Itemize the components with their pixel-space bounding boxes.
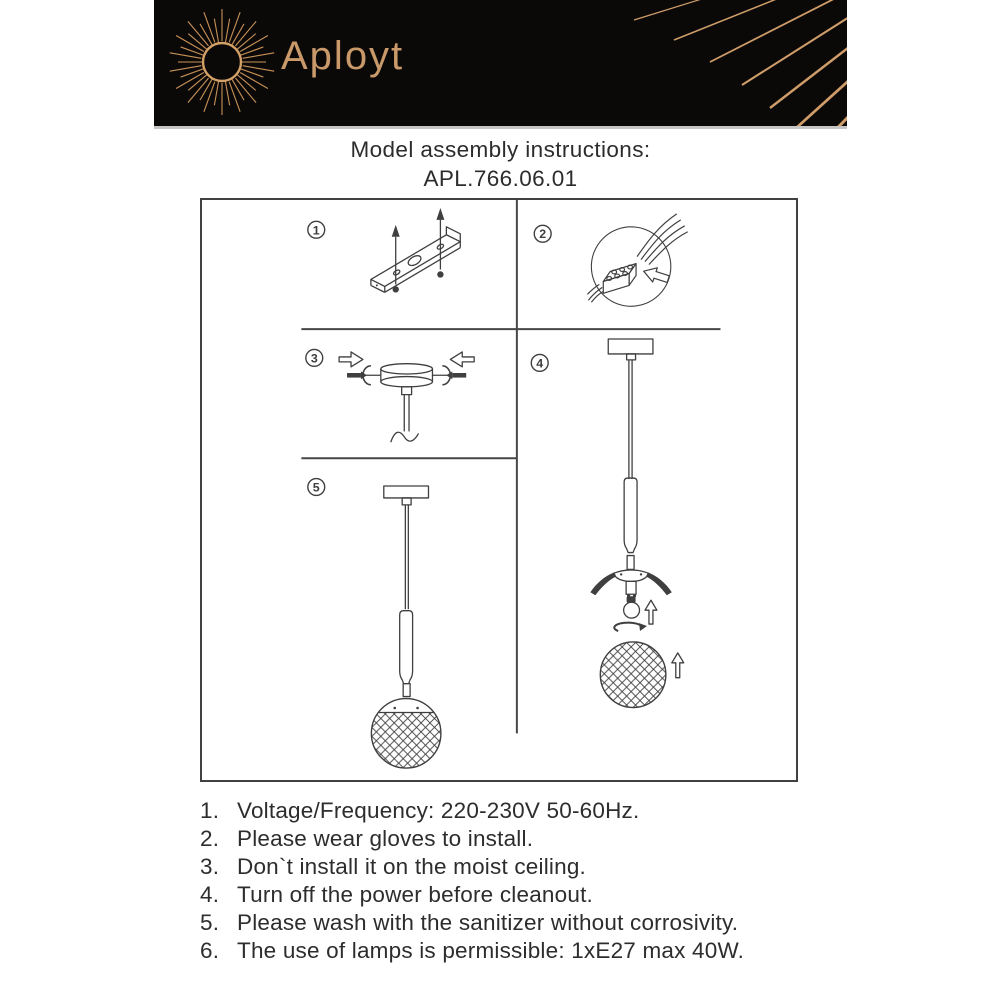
wire-squiggle [391,432,419,442]
push-left-arrow-icon [450,352,474,367]
banner-art [154,0,847,126]
instruction-item [200,909,744,937]
instruction-item [200,937,744,965]
item-text: Turn off the power before cleanout. [237,882,593,907]
title-block [154,135,847,193]
item-text: Please wash with the sanitizer without corrosivity. [237,910,739,935]
bulb-icon [624,594,640,618]
crosshatch-shade [600,642,666,708]
brand-banner [154,0,847,126]
crosshatch-shade [371,699,441,769]
push-right-arrow-icon [339,352,363,367]
step-2-diagram [587,214,687,306]
item-text: The use of lamps is permissible: 1xE27 max 40W. [237,938,745,963]
shade-holder [590,570,671,595]
item-number: 3. [200,854,220,879]
step-1-diagram [371,208,460,293]
screw-up-icon [392,225,400,293]
rotate-arrow-icon [614,623,647,631]
model-number: APL.766.06.01 [423,166,578,191]
step-1-number: 1 [312,223,320,238]
screw-up-icon [436,208,444,278]
insert-arrow-icon [641,264,670,286]
instruction-item [200,797,744,825]
assembly-steps-figure [202,200,796,780]
up-arrow-icon [672,653,684,678]
step-3-number: 3 [310,351,318,366]
item-number: 2. [200,826,220,851]
item-number: 1. [200,798,220,823]
instruction-item [200,853,744,881]
item-number: 6. [200,938,220,963]
item-text: Please wear gloves to install. [237,826,534,851]
sunburst-icon [170,9,274,115]
page-title: Model assembly instructions: [350,137,651,162]
assembly-diagram [200,198,798,782]
step-5-diagram [371,486,441,768]
step-5-number: 5 [312,480,320,495]
brand-name: Aployt [281,34,405,78]
instruction-list [200,797,744,965]
item-number: 5. [200,910,220,935]
item-number: 4. [200,882,220,907]
step-4-number: 4 [536,356,544,371]
up-arrow-icon [645,600,657,624]
detail-circle [591,227,670,306]
terminal-block [603,264,636,294]
corner-rays-decoration [634,0,847,126]
instruction-item [200,825,744,853]
step-3-diagram [339,352,474,442]
step-4-diagram [590,339,683,707]
instruction-item [200,881,744,909]
item-text: Voltage/Frequency: 220-230V 50-60Hz. [237,798,640,823]
item-text: Don`t install it on the moist ceiling. [237,854,587,879]
step-2-number: 2 [539,227,547,242]
